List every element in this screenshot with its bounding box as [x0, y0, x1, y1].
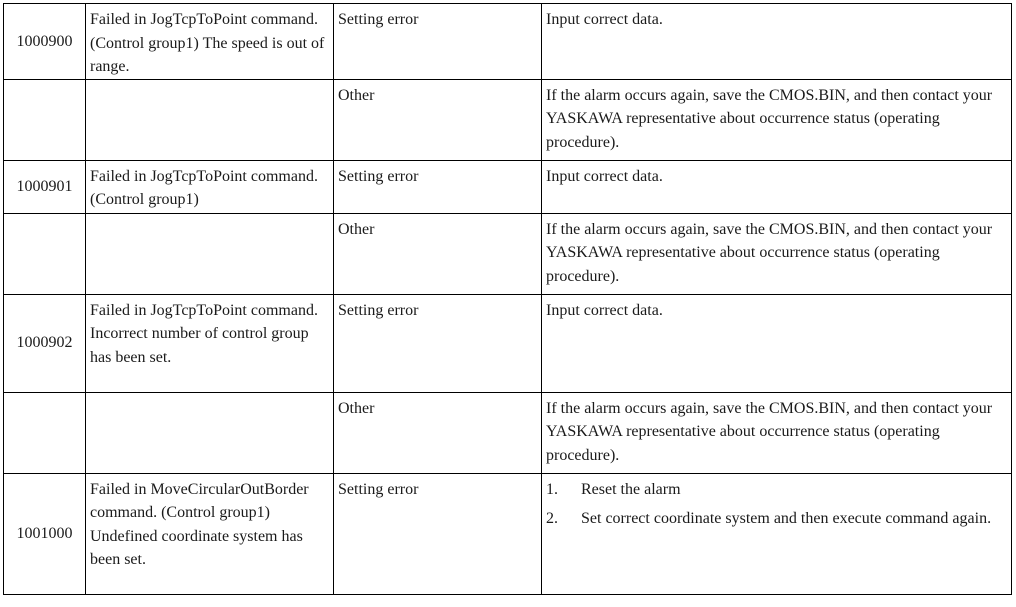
table-row	[4, 473, 1012, 594]
table-row	[4, 79, 1012, 160]
alarm-code	[4, 392, 86, 473]
alarm-remedy: If the alarm occurs again, save the CMOS.BIN, and then contact your YASKAWA representative about occurrence status (operating procedure).	[542, 392, 1012, 473]
alarm-message	[86, 79, 334, 160]
alarm-cause: Other	[334, 213, 542, 294]
alarm-remedy: If the alarm occurs again, save the CMOS.BIN, and then contact your YASKAWA representative about occurrence status (operating procedure).	[542, 79, 1012, 160]
alarm-remedy: Input correct data.	[542, 4, 1012, 80]
alarm-message: Failed in JogTcpToPoint command. (Control group1)	[86, 160, 334, 213]
alarm-cause: Other	[334, 392, 542, 473]
table-row	[4, 294, 1012, 392]
step-number: 1.	[546, 480, 558, 498]
alarm-remedy: Input correct data.	[542, 294, 1012, 392]
table-row	[4, 160, 1012, 213]
table-row	[4, 213, 1012, 294]
alarm-message: Failed in MoveCircularOutBorder command. (Control group1) Undefined coordinate system has been set.	[86, 473, 334, 594]
alarm-code	[4, 79, 86, 160]
alarm-code	[4, 213, 86, 294]
table-row	[4, 4, 1012, 80]
alarm-message	[86, 213, 334, 294]
list-item	[546, 507, 1007, 531]
step-text: Set correct coordinate system and then execute command again.	[581, 510, 992, 527]
list-item	[546, 478, 1007, 502]
alarm-cause: Setting error	[334, 473, 542, 594]
alarm-remedy: If the alarm occurs again, save the CMOS.BIN, and then contact your YASKAWA representative about occurrence status (operating procedure).	[542, 213, 1012, 294]
alarm-code: 1000901	[4, 160, 86, 213]
alarm-message: Failed in JogTcpToPoint command. Incorrect number of control group has been set.	[86, 294, 334, 392]
alarm-cause: Setting error	[334, 4, 542, 80]
alarm-code: 1001000	[4, 473, 86, 594]
step-text: Reset the alarm	[581, 480, 681, 498]
alarm-remedy: Input correct data.	[542, 160, 1012, 213]
alarm-remedy	[542, 473, 1012, 594]
alarm-code: 1000902	[4, 294, 86, 392]
alarm-table	[3, 3, 1012, 595]
alarm-cause: Other	[334, 79, 542, 160]
step-number: 2.	[546, 510, 558, 527]
alarm-code: 1000900	[4, 4, 86, 80]
remedy-steps-list	[546, 478, 1007, 531]
alarm-cause: Setting error	[334, 294, 542, 392]
alarm-message	[86, 392, 334, 473]
table-row	[4, 392, 1012, 473]
alarm-cause: Setting error	[334, 160, 542, 213]
alarm-message: Failed in JogTcpToPoint command. (Control group1) The speed is out of range.	[86, 4, 334, 80]
